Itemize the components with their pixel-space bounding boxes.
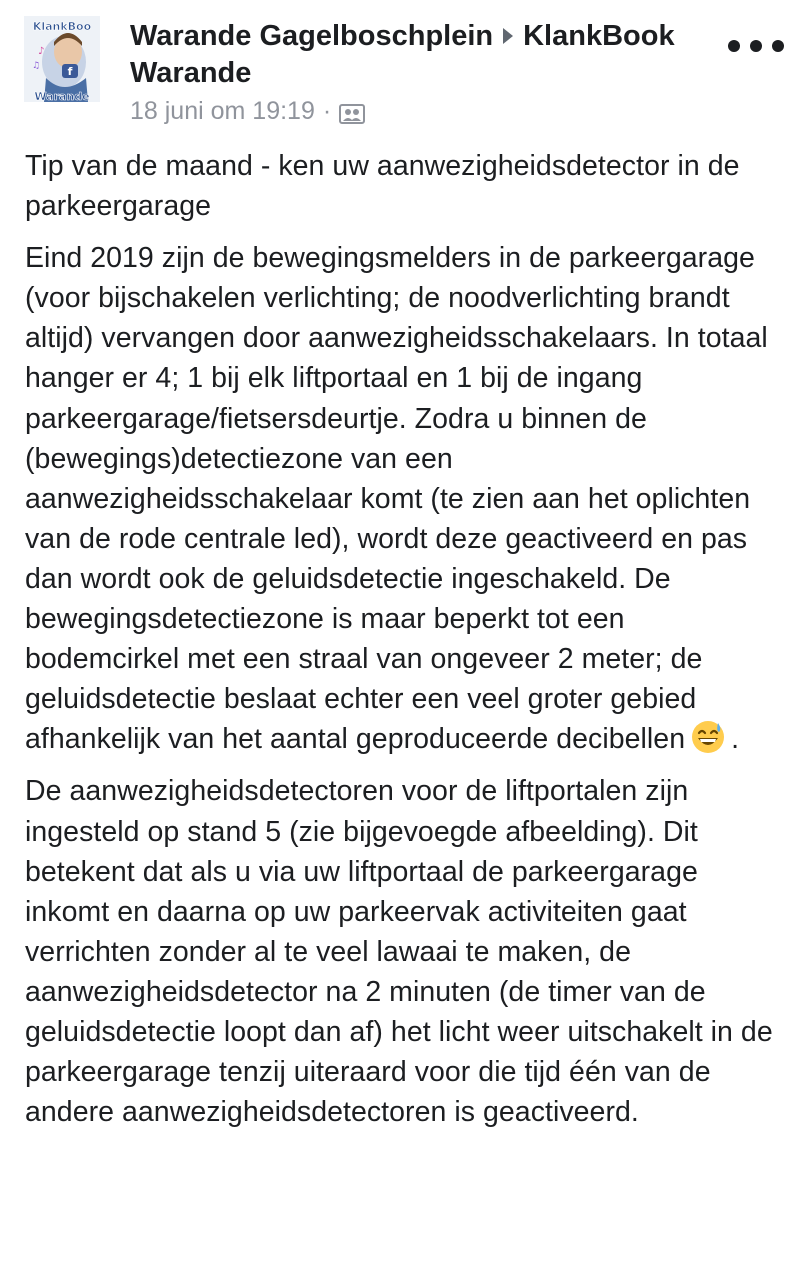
paragraph-1-end: . [731,723,740,756]
klankbook-logo-icon [24,16,100,102]
grinning-sweat-emoji [691,720,725,754]
post-meta [130,96,710,126]
more-dot [728,40,740,52]
post-header-text [130,18,710,126]
group-audience-icon [339,101,365,121]
avatar-logo-text-bottom: Warande [34,90,90,102]
post-paragraph-1 [25,238,783,759]
post-timestamp[interactable]: 18 juni om 19:19 [130,97,315,125]
avatar[interactable] [24,16,100,102]
svg-text:f: f [67,65,73,78]
post-paragraph-2: De aanwezigheidsdetectoren voor de liftportalen zijn ingesteld op stand 5 (zie bijgevoegde afbeelding). Dit betekent dat als u via uw liftportaal de parkeergarage inkomt en daarna op uw parkeervak activiteiten gaat verrichten zonder al te veel lawaai te maken, de aanwezigheidsdetector na 2 minuten (de timer van de geluidsdetectie loopt dan af) het licht weer uitschakelt in de parkeergarage tenzij uiteraard voor die tijd één van de andere aanwezigheidsdetectoren is geactiveerd. [25,775,773,1129]
svg-text:♪: ♪ [38,46,45,57]
author-name[interactable]: Warande Gagelboschplein [130,20,494,52]
svg-text:♫: ♫ [32,61,41,71]
more-options-icon[interactable] [728,38,784,54]
triangle-right-icon [503,28,513,44]
more-dot [772,40,784,52]
paragraph-1-text: Eind 2019 zijn de bewegingsmelders in de parkeergarage (voor bijschakelen verlichting; de noodverlichting brandt altijd) vervangen door aanwezigheidsschakelaars. In totaal hanger er 4; 1 bij elk liftportaal en 1 bij de ingang parkeergarage/fietsersdeurtje. Zodra u binnen de (bewegings)detectiezone van een aanwezigheidsschakelaar komt (te zien aan het oplichten van de rode centrale led), wordt deze geactiveerd en pas dan wordt ook de geluidsdetectie ingeschakeld. De bewegingsdetectiezone is maar beperkt tot een bodemcirkel met een straal van ongeveer 2 meter; de geluidsdetectie beslaat echter een veel groter gebied afhankelijk van het aantal geproduceerde decibellen [25,242,768,756]
meta-separator: · [322,97,332,125]
post-names [130,18,710,92]
group-name[interactable]: KlankBook Warande [130,20,675,89]
post-header [0,0,800,140]
more-dot [750,40,762,52]
post-title: Tip van de maand - ken uw aanwezigheidsdetector in de parkeergarage [25,150,740,223]
avatar-logo-text-top: KlankBoo [32,20,92,33]
post-body [25,146,783,1144]
